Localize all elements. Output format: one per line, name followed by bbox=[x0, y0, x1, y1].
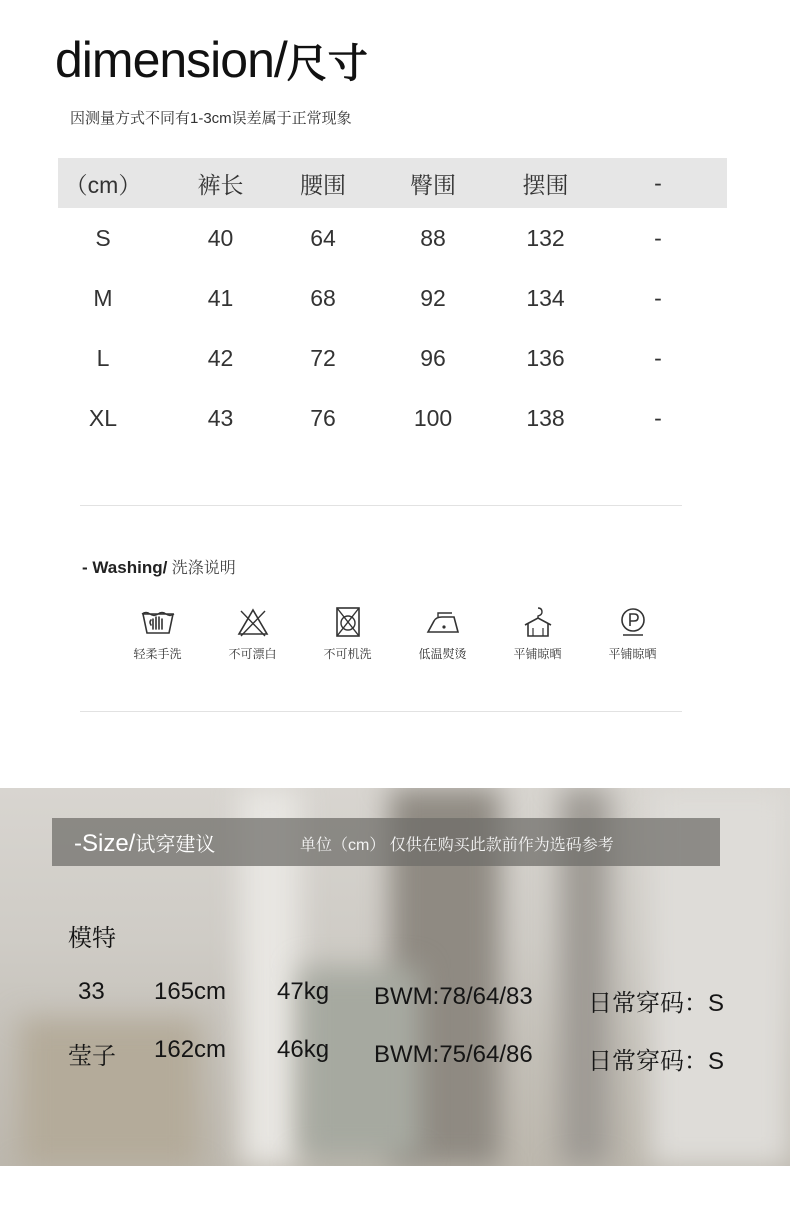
table-cell: 96 bbox=[420, 344, 446, 371]
no-bleach-icon bbox=[234, 605, 272, 639]
table-cell: - bbox=[654, 224, 662, 251]
header-cell: - bbox=[654, 169, 662, 196]
wash-label: 不可漂白 bbox=[228, 647, 277, 661]
model-bwm: BWM:75/64/86 bbox=[374, 1041, 533, 1068]
wash-item bbox=[110, 605, 205, 662]
table-cell: 100 bbox=[413, 404, 453, 431]
table-cell: XL bbox=[88, 404, 118, 431]
table-cell: 42 bbox=[207, 344, 234, 371]
no-machine-wash-icon bbox=[329, 605, 367, 639]
model-name: 33 bbox=[78, 978, 105, 1005]
table-cell: 92 bbox=[420, 284, 446, 311]
header-cell: 裤长 bbox=[197, 171, 244, 198]
size-table bbox=[58, 158, 727, 448]
table-cell: 138 bbox=[526, 404, 565, 431]
wash-label: 平铺晾晒 bbox=[513, 647, 562, 661]
model-name: 莹子 bbox=[68, 1043, 116, 1070]
model-bwm: BWM:78/64/83 bbox=[374, 983, 533, 1010]
table-cell: 134 bbox=[526, 284, 565, 311]
size-advice-title bbox=[74, 828, 215, 858]
wash-label: 低温熨烫 bbox=[418, 647, 467, 661]
model-size: 日常穿码：S bbox=[588, 990, 725, 1017]
table-cell: 76 bbox=[310, 404, 336, 431]
table-cell: 41 bbox=[207, 284, 234, 311]
table-row bbox=[58, 268, 727, 328]
header-cell: 臀围 bbox=[410, 171, 456, 198]
divider bbox=[80, 505, 682, 506]
table-cell: - bbox=[654, 284, 662, 311]
washing-icons bbox=[110, 605, 680, 662]
washing-title-cn: 洗涤说明 bbox=[167, 560, 236, 577]
table-cell: 40 bbox=[207, 224, 234, 251]
header-cell: （cm） bbox=[64, 171, 142, 198]
table-row bbox=[58, 328, 727, 388]
table-cell: - bbox=[654, 344, 662, 371]
size-advice-bar bbox=[52, 818, 720, 866]
fit-banner bbox=[0, 788, 790, 1166]
header-cell: 摆围 bbox=[522, 171, 569, 198]
table-row bbox=[58, 388, 727, 448]
title-cn: 尺寸 bbox=[286, 42, 369, 86]
wash-label: 轻柔手洗 bbox=[133, 647, 182, 661]
wash-item bbox=[490, 605, 585, 662]
table-cell: 136 bbox=[526, 344, 565, 371]
model-height: 165cm bbox=[154, 978, 227, 1005]
table-cell: S bbox=[95, 224, 111, 251]
table-cell: M bbox=[93, 284, 113, 311]
table-cell: 68 bbox=[310, 284, 336, 311]
low-iron-icon bbox=[424, 605, 462, 639]
model-size: 日常穿码：S bbox=[588, 1048, 725, 1075]
unit-note: 单位（cm） 仅供在购买此款前作为选码参考 bbox=[300, 837, 614, 854]
table-cell: 132 bbox=[526, 224, 565, 251]
line-dry-icon bbox=[519, 605, 557, 639]
size-table-header bbox=[58, 158, 727, 208]
model-label: 模特 bbox=[68, 925, 116, 952]
wash-item bbox=[300, 605, 395, 662]
model-height: 162cm bbox=[154, 1036, 227, 1063]
table-cell: L bbox=[96, 344, 110, 371]
dry-clean-p-icon bbox=[614, 605, 652, 639]
table-cell: 64 bbox=[310, 224, 336, 251]
divider bbox=[80, 711, 682, 712]
wash-item bbox=[395, 605, 490, 662]
table-cell: 72 bbox=[310, 344, 336, 371]
size-advice-title-en: -Size/ bbox=[74, 830, 136, 857]
washing-title bbox=[82, 555, 236, 578]
table-cell: 43 bbox=[207, 404, 234, 431]
table-row bbox=[58, 208, 727, 268]
table-cell: 88 bbox=[420, 224, 446, 251]
washing-title-en: - Washing/ bbox=[82, 558, 168, 577]
wash-label: 平铺晾晒 bbox=[608, 647, 657, 661]
title-en: dimension/ bbox=[55, 32, 287, 88]
table-cell: - bbox=[654, 404, 662, 431]
header-cell: 腰围 bbox=[300, 171, 346, 198]
wash-label: 不可机洗 bbox=[323, 647, 372, 661]
wash-item bbox=[205, 605, 300, 662]
model-weight: 46kg bbox=[277, 1036, 330, 1063]
model-weight: 47kg bbox=[277, 978, 330, 1005]
wash-item bbox=[585, 605, 680, 662]
measurement-note: 因测量方式不同有1-3cm误差属于正常现象 bbox=[70, 110, 352, 127]
hand-wash-icon bbox=[139, 605, 177, 639]
size-advice-title-cn: 试穿建议 bbox=[135, 834, 216, 856]
page-title bbox=[55, 30, 369, 94]
